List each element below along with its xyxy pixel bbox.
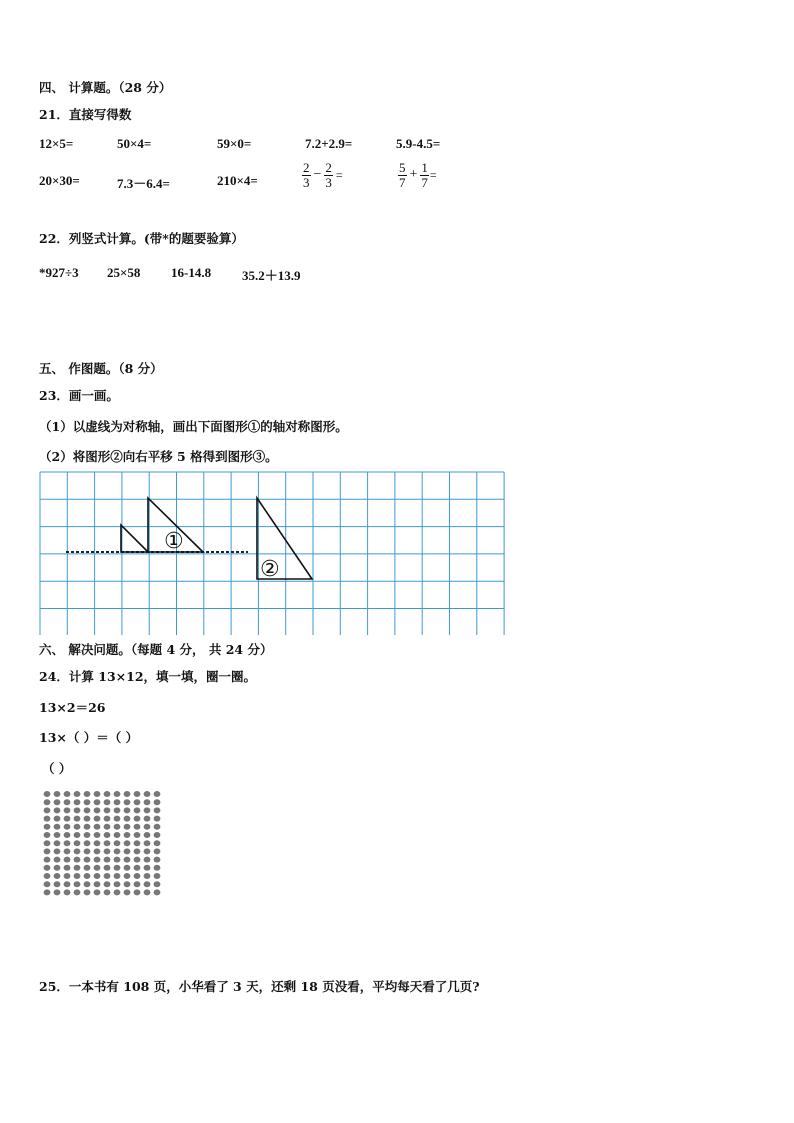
dot — [94, 873, 101, 879]
dot — [94, 824, 101, 830]
q21-item-2: 50×4= — [117, 136, 152, 151]
dot — [84, 889, 91, 895]
dot — [104, 791, 111, 797]
dot — [104, 889, 111, 895]
dot — [54, 848, 61, 854]
dot — [54, 824, 61, 830]
dot — [64, 816, 71, 822]
dot — [84, 832, 91, 838]
dot — [74, 799, 81, 805]
dot — [124, 807, 131, 813]
dot — [94, 857, 101, 863]
dot — [64, 857, 71, 863]
dot — [64, 889, 71, 895]
denominator: 7 — [421, 174, 428, 190]
fraction — [302, 161, 311, 189]
operator: + — [409, 167, 418, 183]
q23-part-1: （1）以虚线为对称轴，画出下面图形①的轴对称图形。 — [39, 419, 348, 434]
dot — [144, 857, 151, 863]
dot — [134, 791, 141, 797]
dots — [44, 791, 161, 895]
dot — [44, 832, 51, 838]
q24-line-3: （ ） — [42, 761, 72, 776]
dot — [84, 881, 91, 887]
dot — [124, 799, 131, 805]
dot — [84, 799, 91, 805]
dot — [114, 799, 121, 805]
dot — [134, 799, 141, 805]
dot — [64, 799, 71, 805]
dot-array[interactable] — [42, 789, 168, 901]
dot — [54, 873, 61, 879]
dot — [144, 824, 151, 830]
dot — [94, 791, 101, 797]
dot — [64, 791, 71, 797]
dot — [44, 799, 51, 805]
dot — [104, 840, 111, 846]
dot — [104, 881, 111, 887]
q21-item-8: 210×4= — [217, 173, 258, 188]
dot — [84, 857, 91, 863]
dot — [114, 873, 121, 879]
numerator: 2 — [303, 160, 310, 175]
dot — [44, 865, 51, 871]
dot — [154, 824, 161, 830]
q24-line-1: 13×2＝26 — [39, 700, 106, 715]
dot — [144, 848, 151, 854]
dot — [124, 848, 131, 854]
dot — [74, 889, 81, 895]
dot — [134, 881, 141, 887]
dot — [94, 840, 101, 846]
dot — [94, 865, 101, 871]
operator: − — [313, 167, 322, 183]
dot — [124, 873, 131, 879]
dot — [54, 799, 61, 805]
dot — [104, 857, 111, 863]
numerator: 5 — [399, 160, 406, 175]
dot — [144, 865, 151, 871]
dot — [154, 807, 161, 813]
dot — [134, 865, 141, 871]
q21-fraction-expression-1 — [302, 161, 346, 189]
q25-label: 25．一本书有 108 页，小华看了 3 天，还剩 18 页没看，平均每天看了几页? — [39, 979, 480, 994]
dot — [154, 889, 161, 895]
dot — [74, 807, 81, 813]
dot — [124, 889, 131, 895]
dot — [144, 832, 151, 838]
dot — [74, 840, 81, 846]
dot — [54, 889, 61, 895]
q21-fraction-expression-2 — [398, 161, 440, 189]
dot — [114, 840, 121, 846]
q21-item-6: 20×30= — [39, 173, 80, 188]
dot — [54, 807, 61, 813]
dot — [84, 840, 91, 846]
dot — [84, 865, 91, 871]
dot — [114, 889, 121, 895]
dot — [154, 832, 161, 838]
dot — [154, 881, 161, 887]
dot — [154, 840, 161, 846]
dot — [154, 848, 161, 854]
dot — [134, 840, 141, 846]
dot — [74, 857, 81, 863]
dot — [114, 807, 121, 813]
dot — [74, 873, 81, 879]
dot — [44, 848, 51, 854]
q23-part-2: （2）将图形②向右平移 5 格得到图形③。 — [39, 449, 278, 464]
dot — [134, 807, 141, 813]
dot — [44, 873, 51, 879]
dot — [114, 857, 121, 863]
dot — [74, 824, 81, 830]
equals-sign: = — [429, 167, 437, 182]
dot — [94, 889, 101, 895]
dot — [44, 889, 51, 895]
dot — [44, 807, 51, 813]
dot — [54, 857, 61, 863]
dot — [124, 816, 131, 822]
dot — [74, 791, 81, 797]
shape-2-label: ② — [260, 557, 280, 582]
dot — [94, 832, 101, 838]
dot — [104, 848, 111, 854]
dot — [64, 807, 71, 813]
q21-item-4: 7.2+2.9= — [305, 136, 353, 151]
q21-label: 21．直接写得数 — [39, 107, 132, 122]
dot — [94, 816, 101, 822]
dot — [124, 857, 131, 863]
denominator: 3 — [303, 174, 310, 190]
denominator: 7 — [399, 174, 406, 190]
dot — [104, 799, 111, 805]
dot — [114, 848, 121, 854]
dot — [44, 816, 51, 822]
dot — [114, 824, 121, 830]
q24-label: 24．计算 13×12，填一填，圈一圈。 — [39, 669, 257, 684]
dot — [94, 799, 101, 805]
dot — [104, 807, 111, 813]
dot — [94, 881, 101, 887]
dot — [84, 807, 91, 813]
dot — [134, 816, 141, 822]
dot — [54, 832, 61, 838]
q22-item-2: 25×58 — [107, 265, 141, 280]
equals-sign: = — [335, 167, 343, 182]
q21-item-3: 59×0= — [217, 136, 252, 151]
q24-line-2: 13×（ ）＝（ ） — [39, 730, 139, 745]
dot — [44, 824, 51, 830]
dot — [64, 873, 71, 879]
section-4-title: 四、 计算题。（28 分） — [39, 80, 172, 95]
shape-1-label: ① — [164, 529, 184, 554]
dot — [144, 873, 151, 879]
fraction — [420, 161, 429, 189]
dot — [144, 807, 151, 813]
dot — [64, 881, 71, 887]
q22-item-1: *927÷3 — [39, 265, 79, 280]
dot — [114, 881, 121, 887]
dot — [114, 791, 121, 797]
dot — [144, 840, 151, 846]
dot — [54, 881, 61, 887]
dot — [74, 832, 81, 838]
dot — [44, 791, 51, 797]
dot — [74, 881, 81, 887]
dot — [144, 889, 151, 895]
dot — [64, 865, 71, 871]
dot — [154, 799, 161, 805]
q21-item-1: 12×5= — [39, 136, 74, 151]
grid-lines — [40, 472, 504, 635]
dot — [124, 824, 131, 830]
dot — [104, 873, 111, 879]
dot — [84, 873, 91, 879]
dot — [74, 816, 81, 822]
numerator: 2 — [325, 160, 332, 175]
q22-item-3: 16-14.8 — [171, 265, 212, 280]
dot — [134, 873, 141, 879]
dot — [54, 816, 61, 822]
dot — [54, 840, 61, 846]
dot — [154, 857, 161, 863]
q22-item-4: 35.2＋13.9 — [242, 268, 301, 283]
q22-label: 22．列竖式计算。(带*的题要验算） — [39, 231, 244, 246]
q23-label: 23．画一画。 — [39, 388, 119, 403]
q21-item-7: 7.3－6.4= — [117, 176, 170, 191]
dot — [154, 865, 161, 871]
dot — [134, 857, 141, 863]
dot — [104, 824, 111, 830]
dot — [144, 791, 151, 797]
dot — [124, 791, 131, 797]
dot — [84, 791, 91, 797]
fraction — [324, 161, 333, 189]
dot — [64, 824, 71, 830]
drawing-grid[interactable] — [39, 471, 507, 635]
dot — [114, 816, 121, 822]
dot — [154, 873, 161, 879]
dot — [114, 865, 121, 871]
dot — [154, 791, 161, 797]
dot — [124, 865, 131, 871]
dot — [104, 816, 111, 822]
dot — [54, 865, 61, 871]
dot — [134, 824, 141, 830]
dot — [104, 865, 111, 871]
shape-1-small-triangle — [121, 525, 148, 552]
dot — [144, 799, 151, 805]
dot — [124, 832, 131, 838]
dot — [94, 807, 101, 813]
dot — [84, 848, 91, 854]
numerator: 1 — [421, 160, 428, 175]
dot — [44, 881, 51, 887]
dot — [84, 824, 91, 830]
dot — [64, 832, 71, 838]
dot — [124, 840, 131, 846]
dot — [144, 881, 151, 887]
section-5-title: 五、 作图题。（8 分） — [39, 361, 163, 376]
dot — [134, 889, 141, 895]
dot — [104, 832, 111, 838]
fraction — [398, 161, 407, 189]
dot — [64, 840, 71, 846]
denominator: 3 — [325, 174, 332, 190]
dot — [74, 848, 81, 854]
dot — [134, 832, 141, 838]
dot — [154, 816, 161, 822]
dot — [44, 840, 51, 846]
dot — [124, 881, 131, 887]
dot — [44, 857, 51, 863]
dot — [114, 832, 121, 838]
dot — [54, 791, 61, 797]
dot — [134, 848, 141, 854]
q21-item-5: 5.9-4.5= — [396, 136, 441, 151]
dot — [64, 848, 71, 854]
dot — [94, 848, 101, 854]
dot — [84, 816, 91, 822]
dot — [144, 816, 151, 822]
dot — [74, 865, 81, 871]
section-6-title: 六、 解决问题。（每题 4 分， 共 24 分） — [39, 642, 273, 657]
